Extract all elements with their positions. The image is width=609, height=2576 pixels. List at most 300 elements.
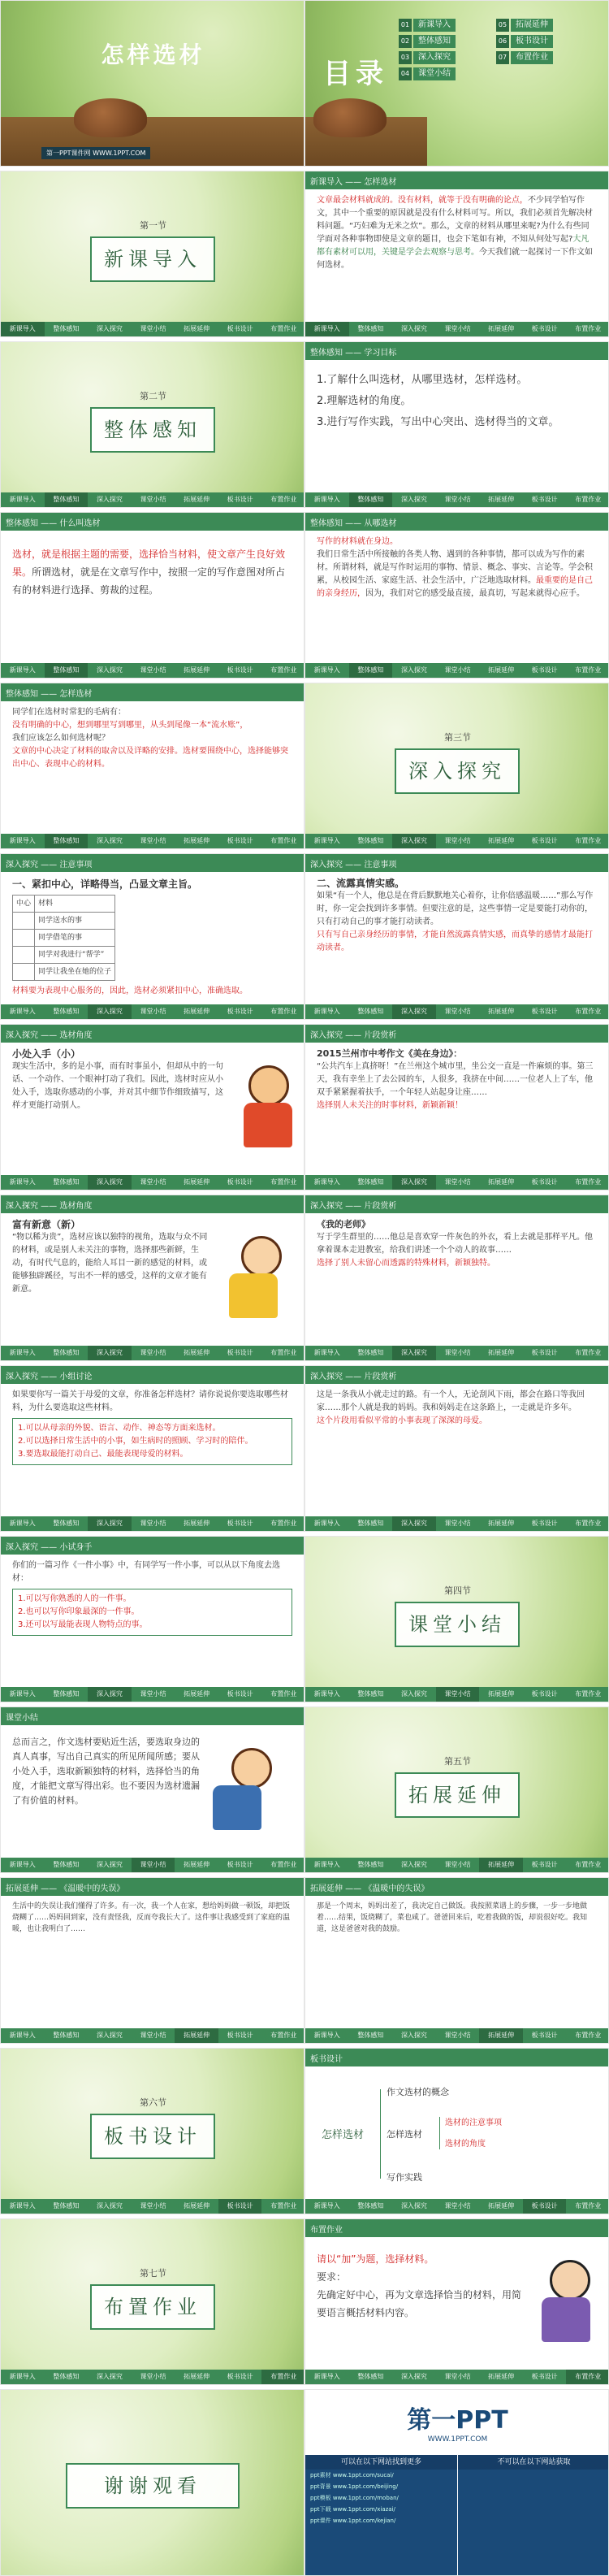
slide-intro[interactable]	[304, 171, 609, 337]
board-branch: 写作实践	[387, 2172, 422, 2183]
tab-intro[interactable]: 新课导入	[9, 1349, 36, 1356]
tab-board[interactable]: 板书设计	[227, 325, 253, 332]
point-heading: 富有新意（新）	[12, 1219, 81, 1230]
tab-explore[interactable]: 深入探究	[96, 837, 123, 844]
tab-overview[interactable]: 整体感知	[357, 837, 384, 844]
tab-explore[interactable]: 深入探究	[400, 1690, 427, 1698]
tab-summary[interactable]: 课堂小结	[444, 1520, 471, 1527]
objectives-list	[317, 370, 597, 433]
tab-extend[interactable]: 拓展延伸	[184, 2202, 210, 2210]
tab-board[interactable]: 板书设计	[531, 1349, 558, 1356]
tab-overview[interactable]: 整体感知	[53, 1349, 80, 1356]
tab-overview[interactable]: 整体感知	[45, 492, 89, 507]
tab-homework[interactable]: 布置作业	[270, 496, 297, 503]
slide-thanks[interactable]	[0, 2389, 304, 2576]
slide-angle-small[interactable]	[0, 1024, 304, 1190]
tab-homework[interactable]: 布置作业	[575, 1861, 602, 1868]
link[interactable]: ppt下载 www.1ppt.com/xiazai/	[310, 2506, 395, 2513]
slide-extend-2[interactable]	[304, 1877, 609, 2044]
red-text: 文章最会材料就成的。没有材料，就等于没有明确的论点，	[317, 196, 528, 205]
tab-intro[interactable]: 新课导入	[9, 2202, 36, 2210]
link[interactable]: ppt模板 www.1ppt.com/moban/	[310, 2495, 399, 2501]
section-title: 新课导入	[104, 248, 201, 271]
tab-homework[interactable]: 布置作业	[575, 1690, 602, 1698]
thanks-title: 谢谢观看	[104, 2474, 201, 2497]
tab-bar	[305, 834, 609, 848]
slide-heading: 深入探究 —— 小组讨论	[6, 1373, 93, 1381]
slide-where-to-select[interactable]	[304, 512, 609, 679]
tab-board[interactable]: 板书设计	[218, 2199, 262, 2214]
section-title: 深入探究	[408, 760, 506, 783]
tab-bar	[305, 492, 609, 507]
tab-overview[interactable]: 整体感知	[45, 663, 89, 678]
links-header: 可以在以下网站找到更多	[305, 2455, 457, 2470]
tab-homework[interactable]: 布置作业	[270, 1008, 297, 1015]
slide-practice[interactable]	[0, 1536, 304, 1702]
tab-overview[interactable]: 整体感知	[357, 2202, 384, 2210]
tab-explore[interactable]: 深入探究	[400, 666, 427, 674]
menu-num: 07	[496, 51, 509, 64]
slide-notes-2[interactable]	[304, 853, 609, 1020]
tab-extend[interactable]: 拓展延伸	[488, 837, 515, 844]
slide-angle-new[interactable]	[0, 1195, 304, 1361]
tab-extend[interactable]: 拓展延伸	[488, 1178, 515, 1186]
practice-box	[12, 1589, 292, 1636]
tab-summary[interactable]: 课堂小结	[444, 1861, 471, 1868]
tab-board[interactable]: 板书设计	[531, 325, 558, 332]
slide-body	[317, 1047, 597, 1112]
red-text: 选材，就是根据主题的需要，选择恰当材料，使文章产生良好效果。	[12, 549, 286, 578]
link[interactable]: ppt素材 www.1ppt.com/sucai/	[310, 2472, 394, 2478]
slide-heading: 整体感知 —— 什么叫选材	[6, 519, 101, 528]
tab-summary[interactable]: 课堂小结	[444, 837, 471, 844]
tab-summary[interactable]: 课堂小结	[444, 1008, 471, 1015]
slide-summary[interactable]	[0, 1706, 304, 1873]
tab-homework[interactable]: 布置作业	[575, 1008, 602, 1015]
tab-intro[interactable]: 新课导入	[1, 322, 45, 336]
tab-homework[interactable]: 布置作业	[575, 2032, 602, 2039]
tab-extend[interactable]: 拓展延伸	[488, 1008, 515, 1015]
toc-title: 目录	[323, 58, 388, 90]
tab-extend[interactable]: 拓展延伸	[184, 1861, 210, 1868]
tab-overview[interactable]: 整体感知	[357, 325, 384, 332]
slide-body	[12, 1389, 292, 1465]
tab-board[interactable]: 板书设计	[227, 1008, 253, 1015]
tab-intro[interactable]: 新课导入	[313, 2202, 340, 2210]
tab-explore[interactable]: 深入探究	[392, 1004, 436, 1019]
tab-overview[interactable]: 整体感知	[357, 1690, 384, 1698]
tab-homework[interactable]: 布置作业	[270, 1349, 297, 1356]
tab-homework[interactable]: 布置作业	[270, 1690, 297, 1698]
slide-body	[317, 1218, 597, 1270]
tab-homework[interactable]: 布置作业	[270, 837, 297, 844]
slide-heading: 整体感知 —— 学习目标	[310, 349, 397, 358]
tab-board[interactable]: 板书设计	[531, 666, 558, 674]
menu-item-explore[interactable]: 深入探究	[413, 51, 456, 64]
tab-bar	[1, 2199, 304, 2214]
tab-intro[interactable]: 新课导入	[313, 496, 340, 503]
tab-extend[interactable]: 拓展延伸	[175, 2028, 218, 2043]
tab-overview[interactable]: 整体感知	[53, 325, 80, 332]
tab-extend[interactable]: 拓展延伸	[488, 325, 515, 332]
tab-bar	[305, 1175, 609, 1190]
body-text: 所谓选材，就是在文章写作中，按照一定的写作意图对所占有的材料进行选择、剪裁的过程。	[12, 566, 286, 596]
tab-intro[interactable]: 新课导入	[9, 1520, 36, 1527]
tab-summary[interactable]: 课堂小结	[444, 2373, 471, 2380]
slide-section-3[interactable]	[304, 683, 609, 849]
tab-intro[interactable]: 新课导入	[9, 2032, 36, 2039]
tab-overview[interactable]: 整体感知	[349, 492, 393, 507]
menu-item-intro[interactable]: 新课导入	[413, 19, 456, 32]
links-panel-left	[305, 2455, 457, 2576]
tab-board[interactable]: 板书设计	[523, 2199, 567, 2214]
slide-discussion[interactable]	[0, 1365, 304, 1532]
tab-homework[interactable]: 布置作业	[575, 496, 602, 503]
tab-bar	[1, 1687, 304, 1702]
menu-item-extend[interactable]: 拓展延伸	[511, 19, 553, 32]
tab-board[interactable]: 板书设计	[227, 1349, 253, 1356]
tab-bar	[1, 2028, 304, 2043]
tab-homework[interactable]: 布置作业	[575, 1349, 602, 1356]
tab-explore[interactable]: 深入探究	[96, 325, 123, 332]
slide-cover[interactable]	[0, 0, 304, 167]
tab-overview[interactable]: 整体感知	[357, 1520, 384, 1527]
tab-board[interactable]: 板书设计	[227, 1178, 253, 1186]
slide-body: 那是一个周末，妈妈出差了，我决定自己做饭。我按照菜谱上的步骤，一步一步地做着……结果，饭烧糊了，菜也咸了。爸爸回来后，吃着我做的饭，却说很好吃。我知道，这是爸爸对我的鼓励。	[317, 1902, 588, 1933]
slide-board-design[interactable]	[304, 2048, 609, 2214]
body-text: 不少同学怕写作文，其中一个重要的原因就是没有什么材料可写。所以，我们必须首先解决材料问题。“巧妇难为无米之炊”。那么，文章的材料从哪里来呢?为什么有些同学面对各种事物即使是文章的题目，也会下笔如有神，不知从何处写起?	[317, 196, 593, 244]
section-title: 布置作业	[104, 2296, 201, 2318]
tab-bar	[1, 834, 304, 848]
red-text: 最重要的是自己的亲身经历，	[317, 576, 593, 598]
tab-bar	[1, 322, 304, 336]
section-label: 第一节	[140, 220, 166, 231]
tab-intro[interactable]: 新课导入	[313, 1861, 340, 1868]
tab-extend[interactable]: 拓展延伸	[184, 666, 210, 674]
tab-board[interactable]: 板书设计	[531, 1008, 558, 1015]
tab-explore[interactable]: 深入探究	[392, 1516, 436, 1531]
body-tail: 这个片段用看似平常的小事表现了深深的母爱。	[317, 1416, 487, 1425]
tab-summary[interactable]: 课堂小结	[140, 2202, 166, 2210]
tab-board[interactable]: 板书设计	[227, 837, 253, 844]
tab-homework[interactable]: 布置作业	[575, 1520, 602, 1527]
slide-heading: 板书设计	[310, 2055, 343, 2064]
slide-how-to-select[interactable]	[0, 683, 304, 849]
tab-intro[interactable]: 新课导入	[313, 1520, 340, 1527]
tab-homework[interactable]: 布置作业	[270, 666, 297, 674]
tab-board[interactable]: 板书设计	[227, 1690, 253, 1698]
tab-bar	[1, 1175, 304, 1190]
tab-summary[interactable]: 课堂小结	[140, 2373, 166, 2380]
tab-board[interactable]: 板书设计	[227, 2373, 253, 2380]
tab-overview[interactable]: 整体感知	[53, 1008, 80, 1015]
tab-overview[interactable]: 整体感知	[53, 2032, 80, 2039]
tab-overview[interactable]: 整体感知	[357, 1178, 384, 1186]
red-text: 文章的中心决定了材料的取舍以及详略的安排。	[12, 747, 183, 756]
objective-item: 1.了解什么叫选材，从哪里选材，怎样选材。	[317, 374, 528, 386]
tab-extend[interactable]: 拓展延伸	[184, 1178, 210, 1186]
body-text: 你们的一篇习作《一件小事》中，有同学写一件小事，可以从以下角度去选材：	[12, 1561, 280, 1583]
slide-header-bar	[305, 2219, 609, 2237]
tab-explore[interactable]: 深入探究	[88, 1346, 132, 1360]
tab-extend[interactable]: 拓展延伸	[488, 666, 515, 674]
tab-board[interactable]: 板书设计	[531, 1690, 558, 1698]
tab-board[interactable]: 板书设计	[531, 2373, 558, 2380]
tab-homework[interactable]: 布置作业	[270, 325, 297, 332]
tab-overview[interactable]: 整体感知	[53, 1690, 80, 1698]
tab-explore[interactable]: 深入探究	[88, 1004, 132, 1019]
tab-homework[interactable]: 布置作业	[566, 2370, 609, 2384]
tab-homework[interactable]: 布置作业	[261, 2370, 304, 2384]
slide-section-1[interactable]	[0, 171, 304, 337]
tab-extend[interactable]: 拓展延伸	[184, 2373, 210, 2380]
tab-summary[interactable]: 课堂小结	[444, 1178, 471, 1186]
slide-heading: 课堂小结	[6, 1714, 38, 1723]
tab-summary[interactable]: 课堂小结	[444, 2032, 471, 2039]
tab-summary[interactable]: 课堂小结	[140, 325, 166, 332]
tab-summary[interactable]: 课堂小结	[140, 1690, 166, 1698]
board-branch: 怎样选材	[387, 2129, 422, 2140]
tab-explore[interactable]: 深入探究	[400, 2032, 427, 2039]
tab-explore[interactable]: 深入探究	[96, 496, 123, 503]
body-text: 我们应该怎么如何选材呢？	[12, 734, 110, 743]
tab-board[interactable]: 板书设计	[227, 1861, 253, 1868]
slide-body	[12, 1218, 214, 1296]
tab-intro[interactable]: 新课导入	[313, 1690, 340, 1698]
tab-board[interactable]: 板书设计	[531, 1520, 558, 1527]
tab-homework[interactable]: 布置作业	[270, 1861, 297, 1868]
tab-extend[interactable]: 拓展延伸	[488, 2373, 515, 2380]
discussion-point: 3.要选取最能打动自己、最能表现母爱的材料。	[18, 1450, 188, 1459]
slide-excerpt-3[interactable]	[304, 1365, 609, 1532]
tab-extend[interactable]: 拓展延伸	[184, 1349, 210, 1356]
objective-item: 3.进行写作实践，写出中心突出、选材得当的文章。	[317, 416, 559, 428]
tab-extend[interactable]: 拓展延伸	[479, 2028, 523, 2043]
table-cell	[13, 930, 35, 947]
menu-num: 06	[496, 35, 509, 48]
link[interactable]: ppt背景 www.1ppt.com/beijing/	[310, 2483, 399, 2490]
point-heading: 二、流露真情实感。	[317, 878, 405, 889]
body-text: “物以稀为贵”，选材应该以独特的视角，选取与众不同的材料，或是别人未关注的事物，选择那些新鲜，生动，有时代气息的，能给人耳目一新的感觉的材料，或能够独辟蹊径，写出不一样的感受，这样的文章才能有新意。	[12, 1233, 208, 1294]
tab-bar	[305, 1346, 609, 1360]
tab-bar	[1, 492, 304, 507]
tab-homework[interactable]: 布置作业	[575, 325, 602, 332]
tab-overview[interactable]: 整体感知	[357, 2032, 384, 2039]
table-cell: 同学对我进行“帮学”	[35, 947, 115, 964]
tab-intro[interactable]: 新课导入	[313, 2032, 340, 2039]
slide-section-2[interactable]	[0, 341, 304, 508]
slide-objectives[interactable]	[304, 341, 609, 508]
tab-homework[interactable]: 布置作业	[575, 1178, 602, 1186]
slide-extend-1[interactable]	[0, 1877, 304, 2044]
tab-explore[interactable]: 深入探究	[400, 1861, 427, 1868]
slide-body	[317, 536, 597, 601]
tab-summary[interactable]: 课堂小结	[140, 1520, 166, 1527]
tab-overview[interactable]: 整体感知	[357, 1008, 384, 1015]
menu-item-overview[interactable]: 整体感知	[413, 35, 456, 48]
slide-notes-1[interactable]	[0, 853, 304, 1020]
tab-extend[interactable]: 拓展延伸	[184, 837, 210, 844]
tab-explore[interactable]: 深入探究	[88, 1516, 132, 1531]
tab-intro[interactable]: 新课导入	[313, 666, 340, 674]
tab-overview[interactable]: 整体感知	[45, 834, 89, 848]
red-text: 请以“加”为题，选择材料。	[317, 2253, 434, 2265]
slide-heading: 深入探究 —— 片段赏析	[310, 1031, 397, 1040]
tab-summary[interactable]: 课堂小结	[140, 1008, 166, 1015]
tab-overview[interactable]: 整体感知	[349, 663, 393, 678]
tab-explore[interactable]: 深入探究	[392, 834, 436, 848]
tab-board[interactable]: 板书设计	[531, 837, 558, 844]
tab-board[interactable]: 板书设计	[227, 2032, 253, 2039]
tab-intro[interactable]: 新课导入	[313, 1349, 340, 1356]
tab-intro[interactable]: 新课导入	[9, 1690, 36, 1698]
tab-board[interactable]: 板书设计	[227, 1520, 253, 1527]
tab-summary[interactable]: 课堂小结	[444, 2202, 471, 2210]
tab-bar	[305, 2370, 609, 2384]
tab-intro[interactable]: 新课导入	[9, 837, 36, 844]
tab-explore[interactable]: 深入探究	[96, 1861, 123, 1868]
slide-header-bar	[1, 1707, 304, 1725]
tab-explore[interactable]: 深入探究	[400, 2202, 427, 2210]
tab-intro[interactable]: 新课导入	[305, 322, 349, 336]
menu-item-homework[interactable]: 布置作业	[511, 51, 553, 64]
tab-intro[interactable]: 新课导入	[9, 1008, 36, 1015]
menu-item-summary[interactable]: 课堂小结	[413, 67, 456, 80]
tab-homework[interactable]: 布置作业	[270, 2202, 297, 2210]
tab-summary[interactable]: 课堂小结	[132, 1858, 175, 1872]
tab-summary[interactable]: 课堂小结	[444, 496, 471, 503]
tab-overview[interactable]: 整体感知	[53, 2373, 80, 2380]
green-text: 大凡都有素材可以用，关键是学会去观察与思考。	[317, 235, 590, 257]
tab-homework[interactable]: 布置作业	[575, 837, 602, 844]
tab-homework[interactable]: 布置作业	[575, 666, 602, 674]
tab-extend[interactable]: 拓展延伸	[184, 1690, 210, 1698]
tab-board[interactable]: 板书设计	[531, 1178, 558, 1186]
tab-overview[interactable]: 整体感知	[357, 1349, 384, 1356]
tab-extend[interactable]: 拓展延伸	[488, 1520, 515, 1527]
tab-extend[interactable]: 拓展延伸	[479, 1858, 523, 1872]
slide-what-is-selection[interactable]	[0, 512, 304, 679]
teapot-image	[313, 98, 387, 137]
tab-extend[interactable]: 拓展延伸	[488, 1690, 515, 1698]
tab-summary[interactable]: 课堂小结	[140, 666, 166, 674]
slide-heading: 深入探究 —— 小试身手	[6, 1543, 93, 1552]
tab-extend[interactable]: 拓展延伸	[488, 2202, 515, 2210]
body-text: 先确定好中心，再为文章选择恰当的材料，用简要语言概括材料内容。	[317, 2289, 522, 2318]
tab-overview[interactable]: 整体感知	[357, 2373, 384, 2380]
slide-section-6[interactable]	[0, 2048, 304, 2214]
tab-intro[interactable]: 新课导入	[313, 1178, 340, 1186]
tab-explore[interactable]: 深入探究	[392, 1346, 436, 1360]
tab-homework[interactable]: 布置作业	[270, 1520, 297, 1527]
section-title-box	[90, 407, 215, 453]
table-cell: 中心	[13, 896, 35, 913]
tab-summary[interactable]: 课堂小结	[140, 496, 166, 503]
tab-board[interactable]: 板书设计	[227, 496, 253, 503]
tab-intro[interactable]: 新课导入	[9, 1178, 36, 1186]
tab-intro[interactable]: 新课导入	[313, 1008, 340, 1015]
tab-extend[interactable]: 拓展延伸	[488, 496, 515, 503]
tab-explore[interactable]: 深入探究	[96, 666, 123, 674]
tab-intro[interactable]: 新课导入	[313, 837, 340, 844]
tab-extend[interactable]: 拓展延伸	[184, 325, 210, 332]
slide-header-bar	[305, 2049, 609, 2066]
body-text: 这是一条我从小就走过的路。有一个人，无论刮风下雨，都会在路口等我回家……那个人就是我的妈妈。我和妈妈走在这条路上，一走就是许多年。	[317, 1390, 585, 1412]
slide-excerpt-1[interactable]	[304, 1024, 609, 1190]
link[interactable]: ppt课件 www.1ppt.com/kejian/	[310, 2517, 396, 2524]
slide-brand[interactable]	[304, 2389, 609, 2576]
tab-board[interactable]: 板书设计	[227, 666, 253, 674]
tab-explore[interactable]: 深入探究	[96, 2032, 123, 2039]
tab-overview[interactable]: 整体感知	[53, 1520, 80, 1527]
tab-explore[interactable]: 深入探究	[96, 2373, 123, 2380]
tab-explore[interactable]: 深入探究	[392, 1175, 436, 1190]
tab-intro[interactable]: 新课导入	[9, 1861, 36, 1868]
menu-num: 02	[399, 35, 412, 48]
slide-section-7[interactable]	[0, 2218, 304, 2385]
slide-section-5[interactable]	[304, 1706, 609, 1873]
section-label: 第四节	[444, 1585, 471, 1596]
tab-homework[interactable]: 布置作业	[270, 2032, 297, 2039]
tab-explore[interactable]: 深入探究	[88, 1175, 132, 1190]
tab-summary[interactable]: 课堂小结	[140, 1349, 166, 1356]
tab-explore[interactable]: 深入探究	[96, 2202, 123, 2210]
tab-intro[interactable]: 新课导入	[9, 496, 36, 503]
tab-overview[interactable]: 整体感知	[53, 1861, 80, 1868]
point-heading: 2015兰州市中考作文《美在身边》：	[317, 1048, 463, 1059]
slide-section-4[interactable]	[304, 1536, 609, 1702]
tab-board[interactable]: 板书设计	[531, 1861, 558, 1868]
tab-summary[interactable]: 课堂小结	[444, 325, 471, 332]
tab-extend[interactable]: 拓展延伸	[184, 1008, 210, 1015]
tab-intro[interactable]: 新课导入	[9, 666, 36, 674]
slide-excerpt-2[interactable]	[304, 1195, 609, 1361]
tab-overview[interactable]: 整体感知	[357, 1861, 384, 1868]
slide-heading: 深入探究 —— 片段赏析	[310, 1373, 397, 1381]
tab-extend[interactable]: 拓展延伸	[488, 1349, 515, 1356]
tab-explore[interactable]: 深入探究	[400, 325, 427, 332]
tab-overview[interactable]: 整体感知	[53, 1178, 80, 1186]
brand-site: WWW.1PPT.COM	[427, 2435, 488, 2444]
tab-summary[interactable]: 课堂小结	[444, 1349, 471, 1356]
menu-item-board[interactable]: 板书设计	[511, 35, 553, 48]
tab-board[interactable]: 板书设计	[531, 2032, 558, 2039]
teacher-boy-image	[213, 1748, 291, 1837]
tab-intro[interactable]: 新课导入	[9, 2373, 36, 2380]
slide-homework[interactable]	[304, 2218, 609, 2385]
tab-explore[interactable]: 深入探究	[400, 496, 427, 503]
tab-homework[interactable]: 布置作业	[575, 2202, 602, 2210]
tab-board[interactable]: 板书设计	[531, 496, 558, 503]
tab-homework[interactable]: 布置作业	[270, 1178, 297, 1186]
slide-toc[interactable]	[304, 0, 609, 167]
red-text: 选择别人未关注的时事材料，新颖新颖！	[317, 1101, 463, 1110]
section-label: 第五节	[444, 1756, 471, 1767]
tab-summary[interactable]: 课堂小结	[140, 1178, 166, 1186]
section-title-box	[395, 1772, 520, 1818]
tab-extend[interactable]: 拓展延伸	[184, 1520, 210, 1527]
tab-intro[interactable]: 新课导入	[313, 2373, 340, 2380]
tab-summary[interactable]: 课堂小结	[444, 666, 471, 674]
tab-overview[interactable]: 整体感知	[53, 2202, 80, 2210]
slide-heading: 整体感知 —— 从哪选材	[310, 519, 397, 528]
tab-summary[interactable]: 课堂小结	[140, 837, 166, 844]
tab-summary[interactable]: 课堂小结	[436, 1687, 480, 1702]
tab-summary[interactable]: 课堂小结	[140, 2032, 166, 2039]
tab-explore[interactable]: 深入探究	[400, 2373, 427, 2380]
tab-explore[interactable]: 深入探究	[88, 1687, 132, 1702]
tab-extend[interactable]: 拓展延伸	[184, 496, 210, 503]
